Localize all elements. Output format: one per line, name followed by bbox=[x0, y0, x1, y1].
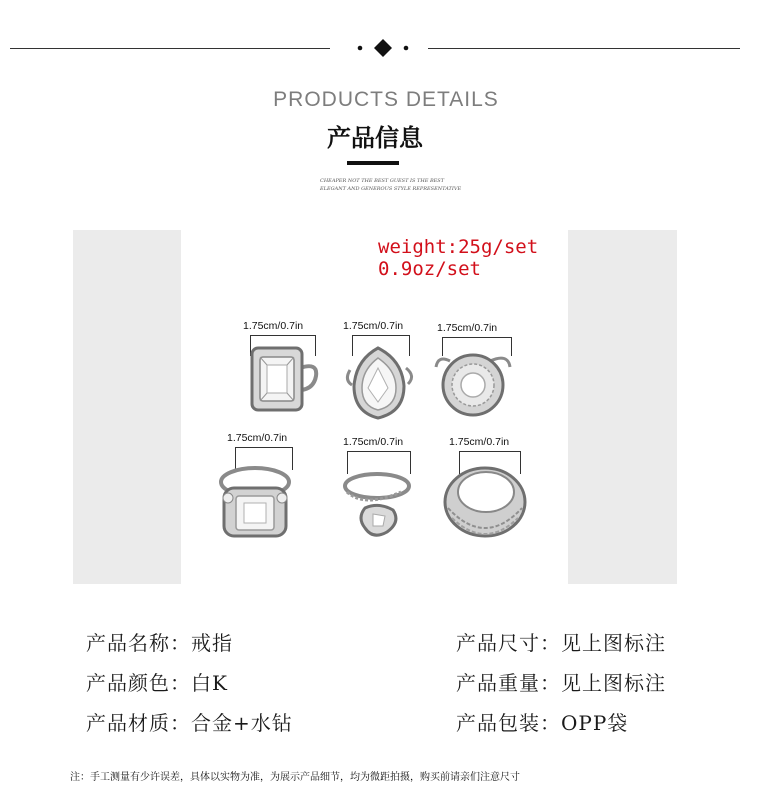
ring-teardrop-image bbox=[340, 340, 420, 425]
size-label-ring-4: 1.75cm/0.7in bbox=[227, 432, 288, 444]
tagline-line-1: CHEAPER NOT THE BEST GUEST IS THE BEST bbox=[320, 178, 445, 184]
spec-product-color: 产品颜色：白K bbox=[86, 671, 228, 695]
decorative-tagline bbox=[320, 178, 462, 194]
ring-square-cut-image bbox=[210, 458, 300, 548]
spec-product-package: 产品包装：OPP袋 bbox=[456, 711, 629, 735]
title-underline bbox=[347, 161, 399, 165]
spec-product-material: 产品材质：合金+水钻 bbox=[86, 711, 293, 735]
weight-label-grams: weight:25g/set bbox=[378, 236, 539, 258]
weight-label-ounces: 0.9oz/set bbox=[378, 258, 481, 280]
diamond-divider-icon bbox=[355, 38, 411, 58]
size-label-ring-1: 1.75cm/0.7in bbox=[243, 320, 304, 332]
ring-round-halo-image bbox=[428, 345, 518, 420]
tagline-line-2: ELEGANT AND GENEROUS STYLE REPRESENTATIVE bbox=[320, 186, 462, 192]
title-chinese: 产品信息 bbox=[327, 124, 423, 152]
size-label-ring-6: 1.75cm/0.7in bbox=[449, 436, 510, 448]
measurement-note: 注：手工测量有少许误差，具体以实物为准，为展示产品细节，均为微距拍摄，购买前请亲们注意尺寸 bbox=[70, 772, 520, 783]
header-line-left bbox=[10, 48, 330, 49]
header-line-right bbox=[428, 48, 740, 49]
size-label-ring-2: 1.75cm/0.7in bbox=[343, 320, 404, 332]
title-english: PRODUCTS DETAILS bbox=[273, 88, 499, 111]
size-label-ring-3: 1.75cm/0.7in bbox=[437, 322, 498, 334]
spec-product-weight: 产品重量：见上图标注 bbox=[456, 671, 666, 695]
size-label-ring-5: 1.75cm/0.7in bbox=[343, 436, 404, 448]
ring-emerald-cut-image bbox=[240, 340, 325, 415]
ring-pave-band-image bbox=[440, 462, 530, 542]
spec-product-size: 产品尺寸：见上图标注 bbox=[456, 631, 666, 655]
spec-product-name: 产品名称：戒指 bbox=[86, 631, 233, 655]
ring-bypass-wrap-image bbox=[335, 462, 425, 547]
